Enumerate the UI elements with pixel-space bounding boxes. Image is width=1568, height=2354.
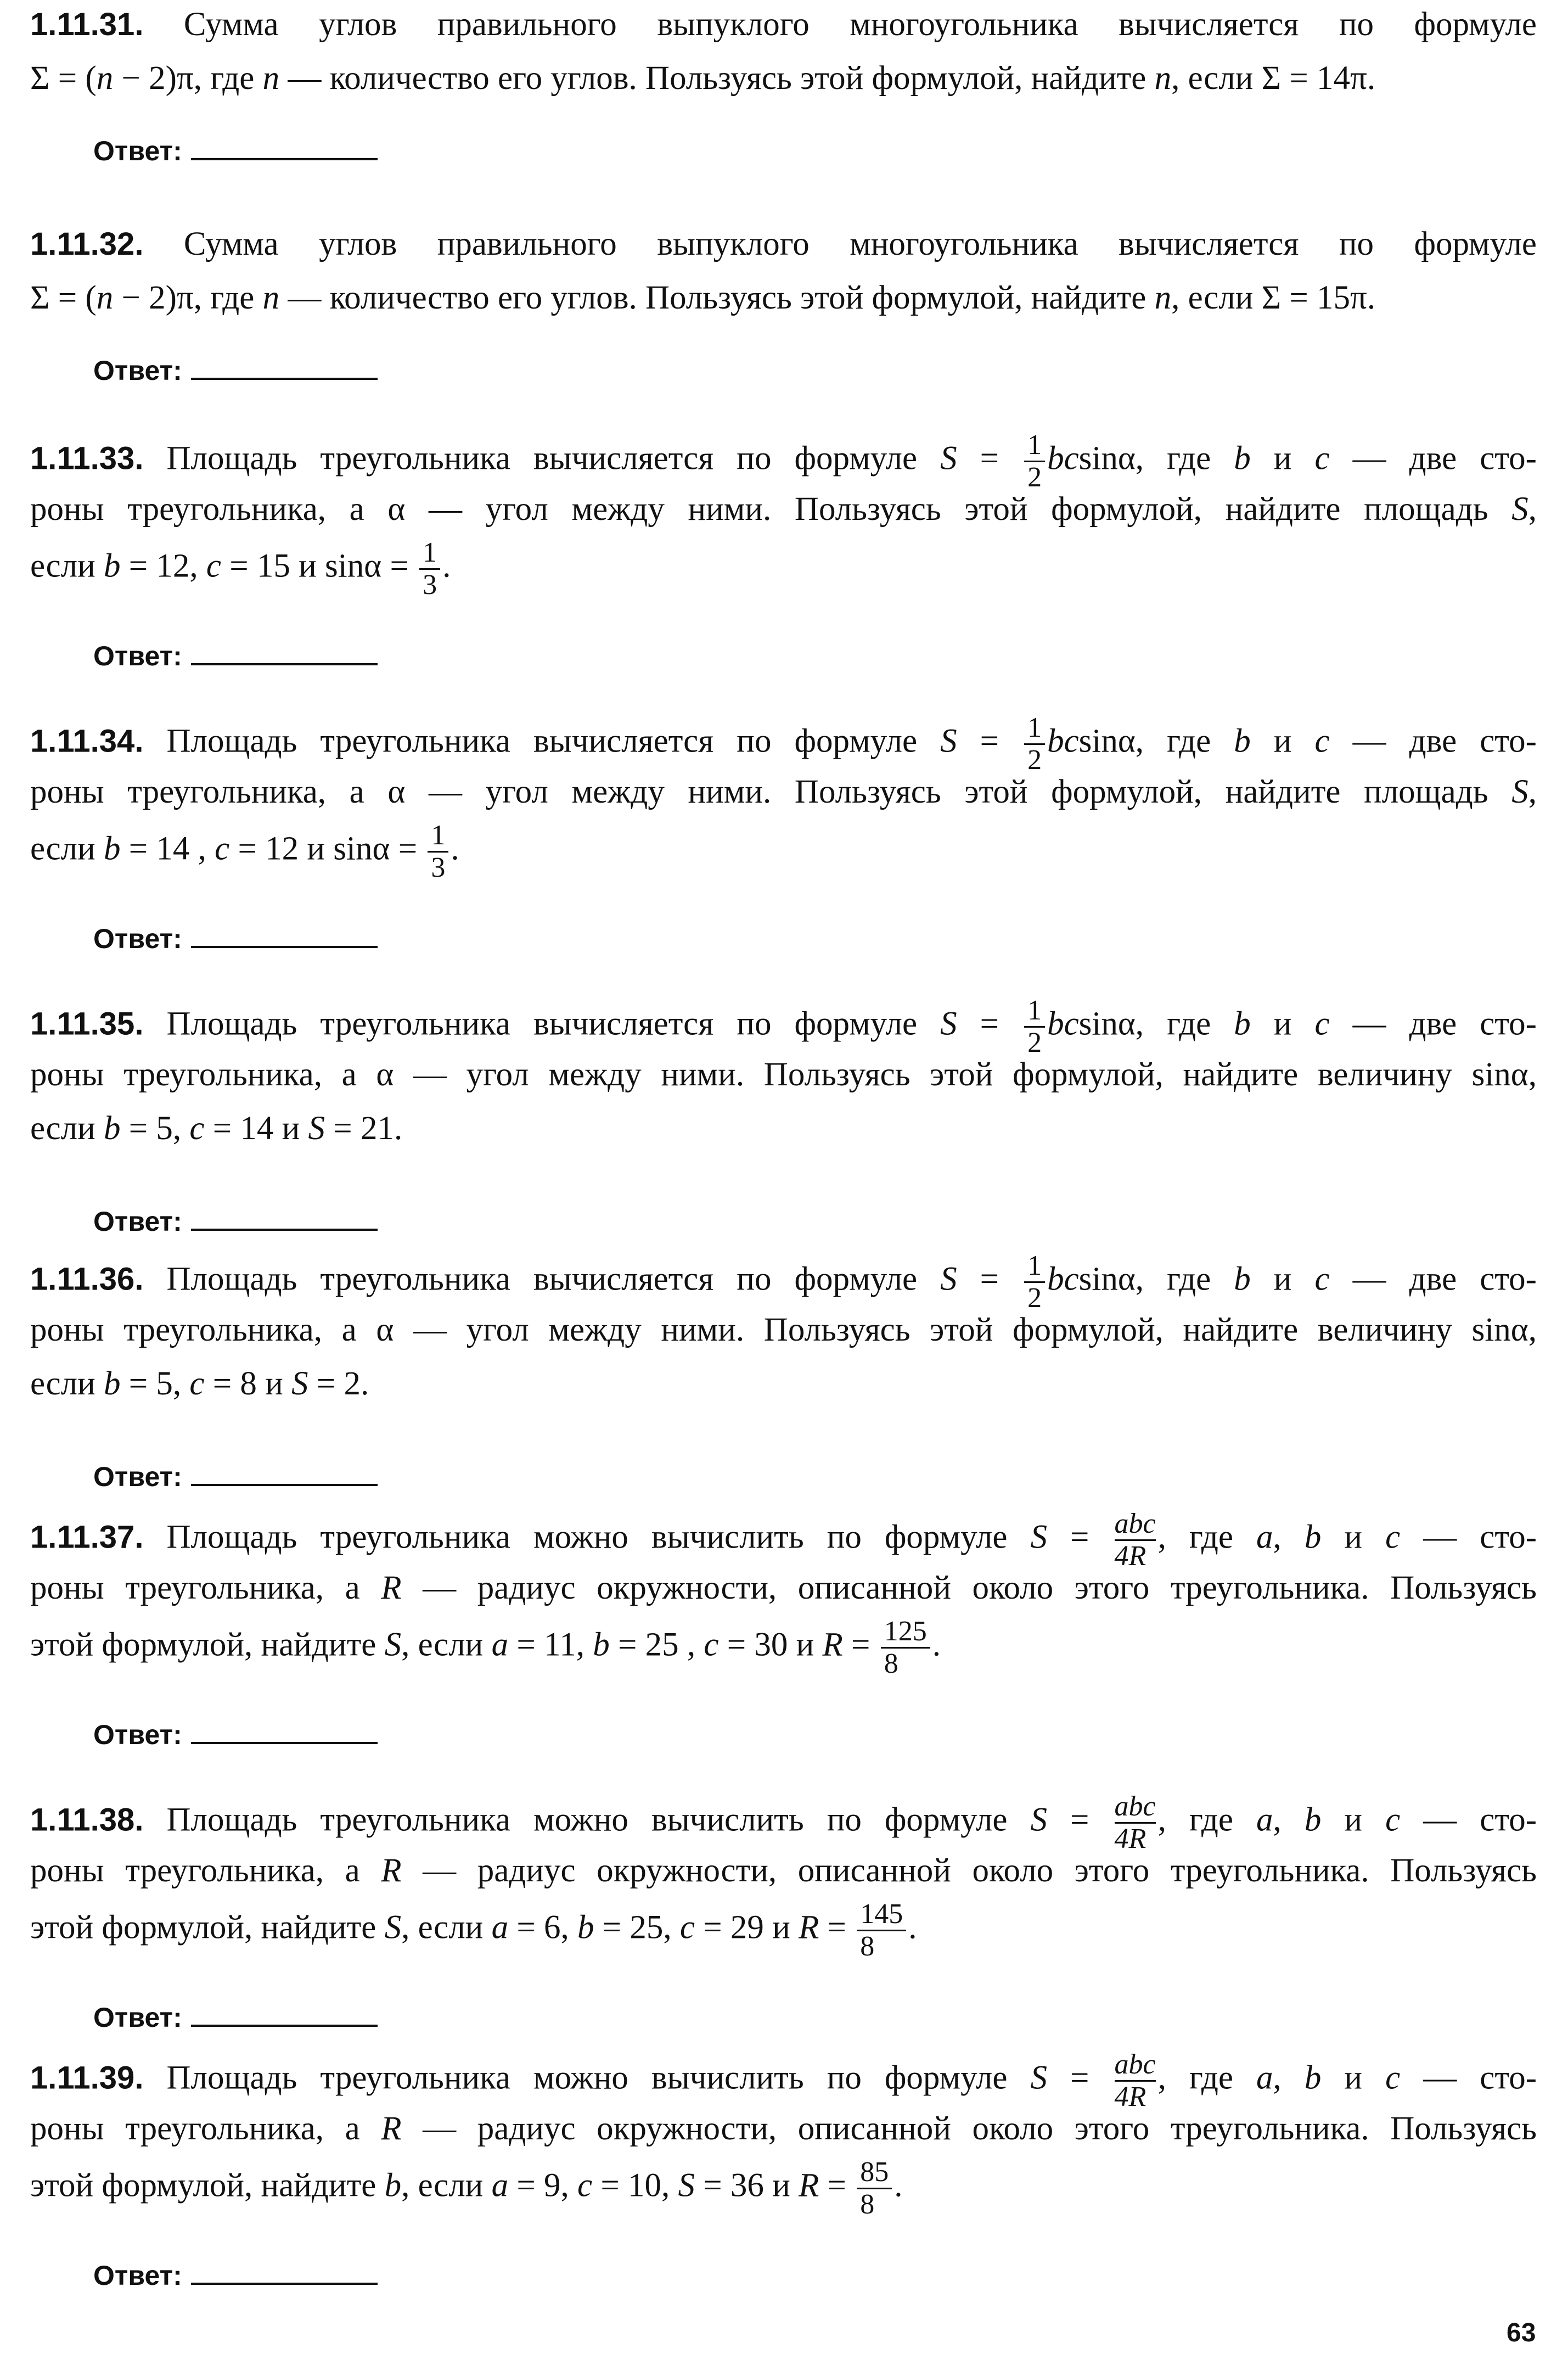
problem-text-line <box>30 712 1537 776</box>
problem-text: = <box>842 1626 879 1663</box>
problem-text-line <box>30 1898 1537 1962</box>
answer-blank[interactable] <box>191 2003 378 2027</box>
problem-text: = 6, <box>508 1909 577 1946</box>
problem-text: этой формулой, найдите <box>30 1909 385 1946</box>
page-number: 63 <box>1507 2318 1536 2347</box>
problem-text: Площадь треугольника вычисляется по формуле <box>143 440 941 477</box>
problem-text: — количество его углов. Пользуясь этой формулой, найдите <box>279 60 1155 97</box>
problem-text-line <box>30 995 1537 1058</box>
problem-text: , <box>1528 774 1537 810</box>
problem-text: − 2)π, где <box>113 60 263 97</box>
problem-number: 1.11.37. <box>30 1519 144 1555</box>
problem-text: Площадь треугольника вычисляется по формуле <box>143 1260 941 1298</box>
problem-text-line <box>30 537 1537 601</box>
math-variable: n <box>1154 60 1172 97</box>
answer-row <box>93 1996 378 2039</box>
fraction-numerator: 1 <box>1024 996 1045 1028</box>
math-variable: bc <box>1047 722 1079 760</box>
problem-text: Площадь треугольника вычисляется по формуле <box>143 722 941 760</box>
problem-text: , если Σ = 15π. <box>1171 279 1376 316</box>
problem-text: , где <box>1157 1801 1257 1839</box>
fraction <box>1024 431 1045 492</box>
problem-text: = 5, <box>120 1365 190 1402</box>
math-variable: n <box>96 60 114 97</box>
math-variable: n <box>1154 279 1172 316</box>
problem-text: и <box>1250 1260 1315 1298</box>
problem-number: 1.11.34. <box>30 723 144 759</box>
problem-text: и <box>1250 1005 1315 1043</box>
fraction-numerator: 85 <box>857 2158 892 2189</box>
problem-text-line <box>30 2104 1537 2154</box>
problem <box>30 2050 1537 2303</box>
math-variable: b <box>384 2167 402 2204</box>
problem-text: = <box>819 2167 855 2204</box>
fraction-numerator: abc <box>1115 1510 1156 1541</box>
problem-text: — две сто- <box>1329 1005 1537 1043</box>
answer-label: Ответ: <box>93 923 182 954</box>
problem-text: . <box>932 1626 941 1663</box>
fraction-numerator: 1 <box>428 821 448 853</box>
problem-text: . <box>894 2167 903 2204</box>
problem-text: — сто- <box>1400 2059 1537 2097</box>
math-variable: n <box>96 279 114 316</box>
math-variable: R <box>799 1909 819 1946</box>
answer-row <box>93 129 378 173</box>
math-variable: b <box>577 1909 594 1946</box>
fraction <box>419 539 440 599</box>
problem <box>30 1792 1537 2045</box>
fraction-denominator: 2 <box>1027 1027 1042 1058</box>
math-variable: c <box>206 547 221 585</box>
problem-text: = <box>957 1260 1022 1298</box>
math-variable: b <box>1234 1005 1251 1043</box>
problem <box>30 220 1537 398</box>
fraction-denominator: 8 <box>860 1931 875 1962</box>
problem-text-line <box>30 220 1537 269</box>
fraction-denominator: 3 <box>423 569 437 601</box>
math-variable: a <box>491 1626 509 1663</box>
fraction <box>428 821 448 882</box>
math-variable: b <box>104 1110 121 1147</box>
problem-text: = 9, <box>508 2167 577 2204</box>
problem <box>30 714 1537 966</box>
answer-row <box>93 917 378 961</box>
problem-text-line <box>30 1616 1537 1679</box>
problem-text: роны треугольника, а <box>30 1570 381 1606</box>
math-variable: S <box>384 1626 402 1663</box>
math-variable: c <box>1385 1801 1401 1839</box>
problem-text: Площадь треугольника можно вычислить по формуле <box>143 1518 1031 1556</box>
problem-text-line <box>30 1508 1537 1572</box>
fraction-denominator: 2 <box>1027 1282 1042 1314</box>
problem-text: . <box>451 830 459 867</box>
answer-label: Ответ: <box>93 2002 182 2033</box>
problem-text: = 15 и sinα = <box>221 547 418 585</box>
problem-text-line <box>30 1846 1537 1896</box>
answer-row <box>93 349 378 393</box>
problem-text: , <box>1528 491 1537 528</box>
problem-text: , если <box>401 1909 492 1946</box>
problem-text: Площадь треугольника можно вычислить по формуле <box>143 2059 1031 2097</box>
math-variable: c <box>1314 1260 1330 1298</box>
problem-text: = 8 и <box>204 1365 292 1402</box>
problem-text-line <box>30 767 1537 817</box>
problem-text: = <box>819 1909 855 1946</box>
math-variable: c <box>704 1626 719 1663</box>
problem <box>30 1510 1537 1762</box>
problem-text: sinα, где <box>1078 722 1234 760</box>
problem-text: роны треугольника, а α — угол между ними. Пользуясь этой формулой, найдите величину sinα, <box>30 1311 1537 1348</box>
fraction <box>1115 1510 1156 1571</box>
answer-row <box>93 2254 378 2297</box>
problem-text: — две сто- <box>1329 722 1537 760</box>
math-variable: R <box>799 2167 819 2204</box>
problem-text: и <box>1250 440 1315 477</box>
math-variable: a <box>491 1909 509 1946</box>
problem-text: = 5, <box>120 1110 190 1147</box>
math-variable: b <box>104 547 121 585</box>
answer-blank[interactable] <box>191 641 378 665</box>
fraction <box>857 1900 906 1961</box>
problem-text: и <box>1321 2059 1386 2097</box>
problem-text-line <box>30 429 1537 493</box>
problem-text: Σ = ( <box>30 279 97 316</box>
answer-blank[interactable] <box>191 2261 378 2285</box>
math-variable: a <box>1256 1801 1273 1839</box>
fraction-denominator: 4R <box>1114 1823 1147 1854</box>
problem-text: = <box>957 440 1022 477</box>
problem-text-line <box>30 1050 1537 1100</box>
fraction-denominator: 8 <box>884 1648 898 1679</box>
problem-text: если <box>30 1365 104 1402</box>
fraction-denominator: 4R <box>1114 2081 1147 2112</box>
problem-text-line <box>30 820 1537 883</box>
answer-blank[interactable] <box>191 924 378 948</box>
problem-text-line <box>30 1563 1537 1613</box>
problem-text: = <box>1047 2059 1112 2097</box>
problem-text: = 2. <box>308 1365 369 1402</box>
answer-blank[interactable] <box>191 1720 378 1744</box>
math-variable: S <box>384 1909 402 1946</box>
problem-text: роны треугольника, а <box>30 1852 381 1889</box>
problem-text: = 14 , <box>120 830 215 867</box>
problem-text: если <box>30 1110 104 1147</box>
answer-blank[interactable] <box>191 356 378 380</box>
math-variable: b <box>1304 2059 1322 2097</box>
fraction-numerator: 1 <box>1024 1252 1045 1283</box>
problem-text-line <box>30 1305 1537 1355</box>
math-variable: S <box>1030 2059 1047 2097</box>
problem-text: Сумма углов правильного выпуклого многоугольника вычисляется по формуле <box>143 6 1537 43</box>
problem-text: = 30 и <box>718 1626 823 1663</box>
answer-blank[interactable] <box>191 1462 378 1486</box>
math-variable: S <box>308 1110 325 1147</box>
fraction <box>1024 996 1045 1057</box>
problem-text: = 29 и <box>694 1909 799 1946</box>
problem-text-line <box>30 2049 1537 2112</box>
fraction-denominator: 3 <box>431 852 446 883</box>
problem-text: . <box>908 1909 917 1946</box>
math-variable: b <box>593 1626 610 1663</box>
fraction-denominator: 4R <box>1114 1540 1147 1572</box>
math-variable: R <box>381 1570 402 1606</box>
fraction <box>1024 714 1045 775</box>
problem-text: Площадь треугольника можно вычислить по формуле <box>143 1801 1031 1839</box>
problem <box>30 996 1537 1249</box>
problem-text: = 10, <box>592 2167 678 2204</box>
math-variable: bc <box>1047 1260 1079 1298</box>
fraction-numerator: abc <box>1115 1792 1156 1824</box>
problem-text-line <box>30 485 1537 534</box>
math-variable: c <box>679 1909 695 1946</box>
problem-text: и <box>1250 722 1315 760</box>
problem-text: sinα, где <box>1078 440 1234 477</box>
math-variable: a <box>1256 1518 1273 1556</box>
problem-text: sinα, где <box>1078 1260 1234 1298</box>
math-variable: S <box>1030 1518 1047 1556</box>
problem-text: этой формулой, найдите <box>30 2167 385 2204</box>
problem-text-line <box>30 1104 1537 1153</box>
math-variable: c <box>1314 1005 1330 1043</box>
answer-label: Ответ: <box>93 2260 182 2291</box>
math-variable: b <box>1234 1260 1251 1298</box>
problem-text-line <box>30 1791 1537 1854</box>
math-variable: b <box>104 1365 121 1402</box>
fraction <box>1024 1252 1045 1313</box>
problem-text: sinα, где <box>1078 1005 1234 1043</box>
problem-text: — радиус окружности, описанной около этого треугольника. Пользуясь <box>401 1852 1537 1889</box>
math-variable: c <box>189 1110 205 1147</box>
math-variable: a <box>491 2167 509 2204</box>
math-variable: c <box>1385 2059 1401 2097</box>
math-variable: R <box>822 1626 843 1663</box>
problem-text: = 25, <box>594 1909 680 1946</box>
problem <box>30 431 1537 683</box>
problem-text: = 36 и <box>694 2167 799 2204</box>
math-variable: S <box>1030 1801 1047 1839</box>
math-variable: S <box>940 1260 957 1298</box>
problem-text: Σ = ( <box>30 60 97 97</box>
problem-text: — две сто- <box>1329 1260 1537 1298</box>
fraction-numerator: abc <box>1115 2050 1156 2082</box>
problem-number: 1.11.35. <box>30 1006 144 1042</box>
problem-text: — радиус окружности, описанной около этого треугольника. Пользуясь <box>401 2110 1537 2147</box>
problem-text: = 21. <box>325 1110 403 1147</box>
problem-text: если <box>30 830 104 867</box>
fraction <box>1115 2050 1156 2111</box>
problem-text: − 2)π, где <box>113 279 263 316</box>
problem <box>30 1252 1537 1504</box>
problem-text: — сто- <box>1400 1518 1537 1556</box>
problem-text: = 14 и <box>204 1110 308 1147</box>
math-variable: b <box>1234 440 1251 477</box>
problem-text: = <box>1047 1518 1112 1556</box>
answer-label: Ответ: <box>93 136 182 166</box>
fraction-numerator: 1 <box>1024 431 1045 462</box>
problem-text-line <box>30 1359 1537 1409</box>
math-variable: n <box>262 279 280 316</box>
math-variable: b <box>1304 1518 1322 1556</box>
math-variable: S <box>291 1365 308 1402</box>
math-variable: b <box>1304 1801 1322 1839</box>
problem-text: Площадь треугольника вычисляется по формуле <box>143 1005 941 1043</box>
math-variable: c <box>1314 440 1330 477</box>
problem-text-line <box>30 273 1537 323</box>
problem-text: , <box>1273 2059 1305 2097</box>
fraction-denominator: 8 <box>860 2189 875 2220</box>
answer-row <box>93 634 378 678</box>
math-variable: c <box>215 830 230 867</box>
problem-text: роны треугольника, а α — угол между ними. Пользуясь этой формулой, найдите величину sinα, <box>30 1056 1537 1093</box>
fraction-denominator: 2 <box>1027 744 1042 776</box>
fraction-numerator: 145 <box>857 1900 906 1931</box>
problem-number: 1.11.31. <box>30 7 144 42</box>
answer-label: Ответ: <box>93 641 182 671</box>
answer-blank[interactable] <box>191 136 378 160</box>
problem-text: , <box>1273 1518 1305 1556</box>
problem-text: — сто- <box>1400 1801 1537 1839</box>
problem-text: роны треугольника, а α — угол между ними. Пользуясь этой формулой, найдите площадь <box>30 491 1512 528</box>
answer-label: Ответ: <box>93 355 182 386</box>
problem-number: 1.11.36. <box>30 1261 144 1297</box>
problem-text: , если Σ = 14π. <box>1171 60 1376 97</box>
problem-text: = 12, <box>120 547 206 585</box>
problem-text: — две сто- <box>1329 440 1537 477</box>
problem-text: и <box>1321 1801 1386 1839</box>
problem-text: , если <box>401 2167 492 2204</box>
math-variable: c <box>1385 1518 1401 1556</box>
problem-text: роны треугольника, а α — угол между ними. Пользуясь этой формулой, найдите площадь <box>30 774 1512 810</box>
problem-text-line <box>30 0 1537 49</box>
answer-label: Ответ: <box>93 1461 182 1492</box>
math-variable: S <box>940 1005 957 1043</box>
fraction <box>881 1617 930 1678</box>
math-variable: S <box>1511 491 1528 528</box>
problem-text: этой формулой, найдите <box>30 1626 385 1663</box>
problem-text: и <box>1321 1518 1386 1556</box>
fraction <box>857 2158 892 2219</box>
answer-label: Ответ: <box>93 1206 182 1237</box>
problem-text: — радиус окружности, описанной около этого треугольника. Пользуясь <box>401 1570 1537 1606</box>
fraction-numerator: 125 <box>881 1617 930 1649</box>
problem-text: = <box>1047 1801 1112 1839</box>
answer-row <box>93 1455 378 1499</box>
problem-text: = 25 , <box>609 1626 704 1663</box>
problem-text: = <box>957 722 1022 760</box>
math-variable: R <box>381 1852 402 1889</box>
math-variable: S <box>940 722 957 760</box>
problem-text: Сумма углов правильного выпуклого многоугольника вычисляется по формуле <box>143 226 1537 262</box>
answer-label: Ответ: <box>93 1719 182 1750</box>
problem-text: , если <box>401 1626 492 1663</box>
math-variable: n <box>262 60 280 97</box>
problem-text: , <box>1273 1801 1305 1839</box>
math-variable: bc <box>1047 1005 1079 1043</box>
problem-text-line <box>30 1250 1537 1314</box>
fraction-denominator: 2 <box>1027 462 1042 493</box>
fraction-numerator: 1 <box>1024 714 1045 745</box>
problem-text: = 11, <box>508 1626 593 1663</box>
problem-number: 1.11.38. <box>30 1802 144 1838</box>
math-variable: c <box>1314 722 1330 760</box>
math-variable: S <box>678 2167 695 2204</box>
problem-number: 1.11.33. <box>30 440 144 477</box>
math-variable: bc <box>1047 440 1079 477</box>
answer-row <box>93 1200 378 1243</box>
fraction-numerator: 1 <box>419 539 440 570</box>
problem-text-line <box>30 54 1537 103</box>
problem-text: роны треугольника, а <box>30 2110 381 2147</box>
problem-number: 1.11.32. <box>30 226 144 262</box>
math-variable: R <box>381 2110 402 2147</box>
math-variable: a <box>1256 2059 1273 2097</box>
problem-text-line <box>30 2156 1537 2220</box>
math-variable: c <box>189 1365 205 1402</box>
math-variable: c <box>577 2167 593 2204</box>
problem-text: , где <box>1157 1518 1257 1556</box>
math-variable: S <box>1511 774 1528 810</box>
problem-text: — количество его углов. Пользуясь этой формулой, найдите <box>279 279 1155 316</box>
problem-number: 1.11.39. <box>30 2060 144 2096</box>
math-variable: b <box>1234 722 1251 760</box>
problem <box>30 0 1537 178</box>
math-variable: b <box>104 830 121 867</box>
math-variable: S <box>940 440 957 477</box>
problem-text: если <box>30 547 104 585</box>
problem-text: = <box>957 1005 1022 1043</box>
answer-blank[interactable] <box>191 1207 378 1231</box>
fraction <box>1115 1792 1156 1853</box>
problem-text: = 12 и sinα = <box>229 830 426 867</box>
problem-text: . <box>442 547 451 585</box>
problem-text: , где <box>1157 2059 1257 2097</box>
answer-row <box>93 1713 378 1757</box>
